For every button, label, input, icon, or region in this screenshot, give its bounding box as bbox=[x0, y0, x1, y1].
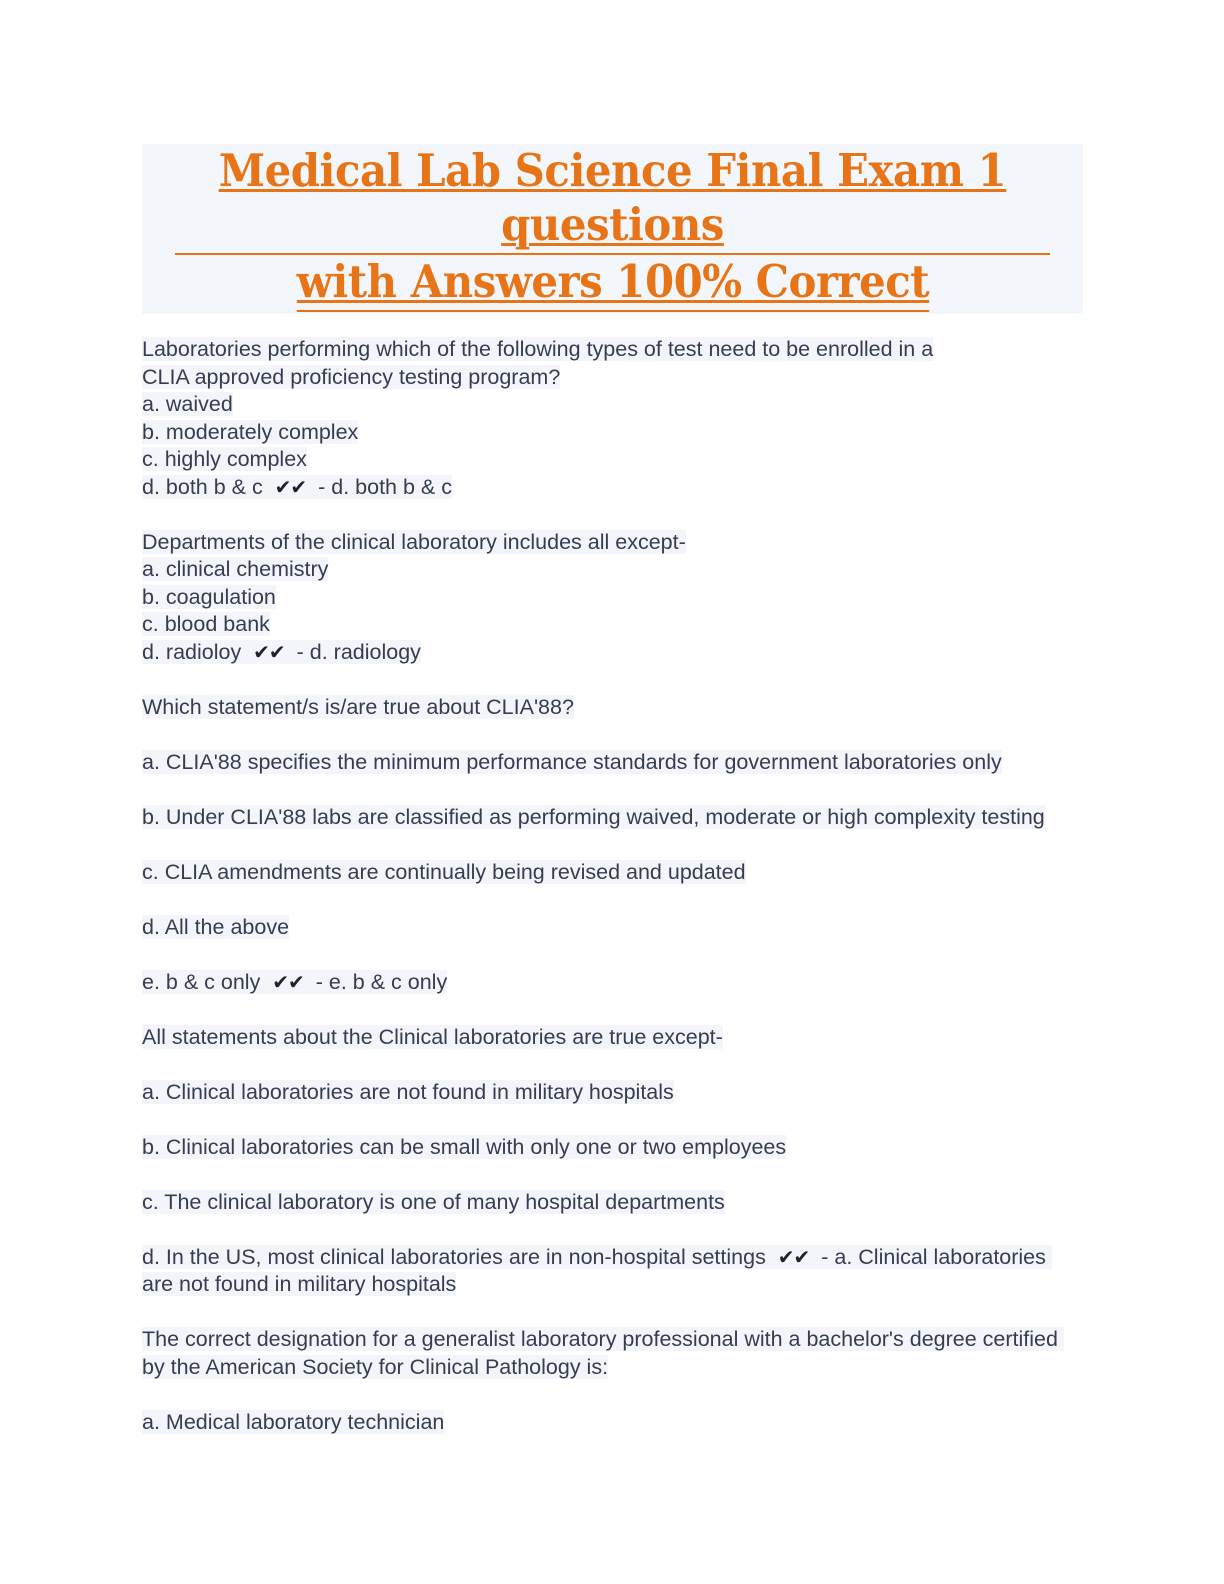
question-option-text: c. The clinical laboratory is one of many hospital departments bbox=[142, 1189, 725, 1214]
question-option-text: e. b & c only bbox=[142, 969, 261, 994]
line-spacer bbox=[142, 1381, 1072, 1409]
question-option-text: a. clinical chemistry bbox=[142, 557, 329, 581]
question-prompt bbox=[142, 364, 1072, 392]
question-option bbox=[142, 446, 1072, 474]
question-option bbox=[142, 914, 1072, 942]
question-block bbox=[142, 1024, 1072, 1299]
question-prompt-text: The correct designation for a generalist laboratory professional with a bachelor's degree certified by the American Society for Clinical Pathology is: bbox=[142, 1327, 1064, 1379]
question-option-text: a. Medical laboratory technician bbox=[142, 1409, 445, 1434]
question-option-text: d. In the US, most clinical laboratories are in non-hospital settings bbox=[142, 1244, 766, 1269]
question-option bbox=[142, 611, 1072, 639]
answer-text: - e. b & c only bbox=[303, 969, 448, 994]
question-option bbox=[142, 804, 1072, 832]
page-title bbox=[142, 144, 1083, 314]
answer-text: - a. Clinical laboratories are not found in military hospitals bbox=[142, 1244, 1052, 1296]
question-prompt bbox=[142, 694, 1072, 722]
line-spacer bbox=[142, 776, 1072, 804]
question-prompt-text: Departments of the clinical laboratory includes all except- bbox=[142, 529, 686, 554]
question-prompt bbox=[142, 336, 1072, 364]
answer-gap bbox=[263, 475, 275, 499]
answer-check-icon: ✔✔ bbox=[274, 474, 307, 499]
answer-text: - d. radiology bbox=[284, 639, 421, 664]
question-option bbox=[142, 749, 1072, 777]
document-body bbox=[142, 336, 1072, 1436]
question-option-text: a. CLIA'88 specifies the minimum performance standards for government laboratories only bbox=[142, 749, 1002, 774]
question-option-text: a. waived bbox=[142, 392, 233, 416]
question-option-text: d. radioloy bbox=[142, 639, 242, 664]
question-option bbox=[142, 556, 1072, 584]
page-title-line-1: Medical Lab Science Final Exam 1 questions bbox=[175, 144, 1050, 255]
question-prompt-text: Which statement/s is/are true about CLIA'88? bbox=[142, 694, 574, 719]
question-option bbox=[142, 859, 1072, 887]
question-option-text: b. Clinical laboratories can be small with only one or two employees bbox=[142, 1134, 787, 1159]
question-prompt-text: All statements about the Clinical laboratories are true except- bbox=[142, 1024, 723, 1049]
question-option-text: b. Under CLIA'88 labs are classified as performing waived, moderate or high complexity testing bbox=[142, 804, 1045, 829]
question-option-text: d. both b & c bbox=[142, 474, 263, 499]
line-spacer bbox=[142, 721, 1072, 749]
page-title-line-2: with Answers 100% Correct bbox=[296, 255, 928, 312]
answer-check-icon: ✔✔ bbox=[272, 969, 304, 994]
question-option bbox=[142, 474, 1072, 502]
question-block bbox=[142, 336, 1072, 501]
question-block bbox=[142, 694, 1072, 997]
answer-check-icon: ✔✔ bbox=[253, 639, 285, 664]
question-option bbox=[142, 1079, 1072, 1107]
line-spacer bbox=[142, 1051, 1072, 1079]
question-option bbox=[142, 1134, 1072, 1162]
line-spacer bbox=[142, 1216, 1072, 1244]
question-option-text: b. coagulation bbox=[142, 584, 276, 609]
question-block bbox=[142, 529, 1072, 667]
question-option-text: c. blood bank bbox=[142, 612, 270, 636]
answer-gap bbox=[766, 1245, 778, 1269]
answer-gap bbox=[241, 640, 253, 664]
question-option-text: d. All the above bbox=[142, 914, 290, 939]
line-spacer bbox=[142, 1106, 1072, 1134]
question-option bbox=[142, 584, 1072, 612]
question-option-text: c. highly complex bbox=[142, 447, 307, 471]
answer-text: - d. both b & c bbox=[306, 474, 452, 499]
question-prompt bbox=[142, 1326, 1072, 1381]
answer-gap bbox=[260, 970, 272, 994]
question-option bbox=[142, 969, 1072, 997]
question-option bbox=[142, 391, 1072, 419]
question-prompt bbox=[142, 1024, 1072, 1052]
question-prompt-text: CLIA approved proficiency testing program? bbox=[142, 364, 561, 389]
answer-check-icon: ✔✔ bbox=[777, 1244, 810, 1269]
question-option bbox=[142, 1409, 1072, 1437]
line-spacer bbox=[142, 1161, 1072, 1189]
line-spacer bbox=[142, 831, 1072, 859]
question-option bbox=[142, 1189, 1072, 1217]
question-option bbox=[142, 419, 1072, 447]
line-spacer bbox=[142, 941, 1072, 969]
question-block bbox=[142, 1326, 1072, 1436]
question-option bbox=[142, 1244, 1072, 1299]
question-prompt-text: Laboratories performing which of the following types of test need to be enrolled in a bbox=[142, 337, 934, 361]
question-option-text: c. CLIA amendments are continually being revised and updated bbox=[142, 859, 746, 884]
question-option-text: a. Clinical laboratories are not found in military hospitals bbox=[142, 1079, 674, 1104]
question-option bbox=[142, 639, 1072, 667]
line-spacer bbox=[142, 886, 1072, 914]
question-option-text: b. moderately complex bbox=[142, 419, 359, 444]
question-prompt bbox=[142, 529, 1072, 557]
